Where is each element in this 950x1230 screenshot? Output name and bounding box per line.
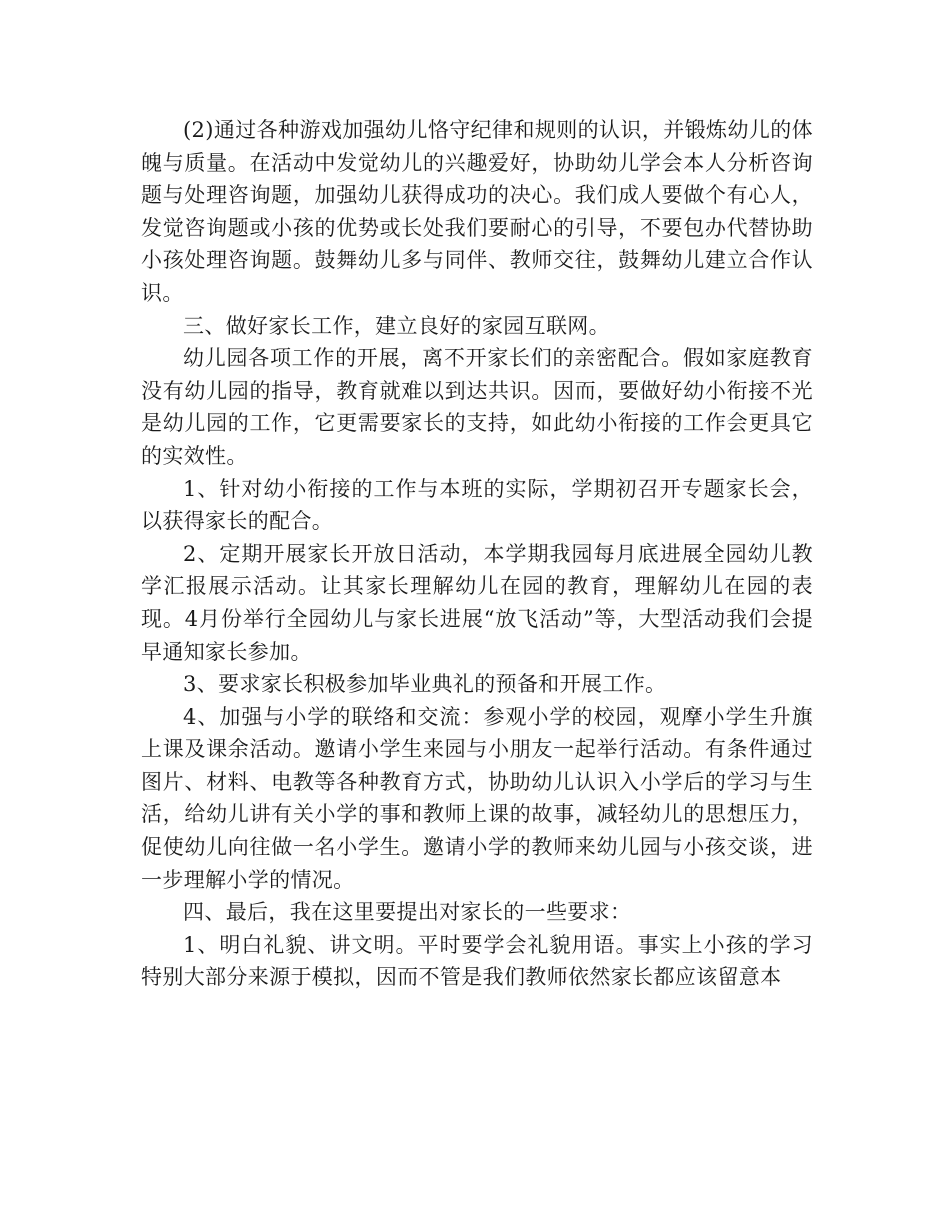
list-item-open-day: 2、定期开展家长开放日活动，本学期我园每月底进展全园幼儿教学汇报展示活动。让其家长理解幼儿在园的教育，理解幼儿在园的表现。4月份举行全园幼儿与家长进展“放飞活动”等，大型活动我们会提早通知家长参加。 <box>141 541 813 664</box>
heading-parent-requirements: 四、最后，我在这里要提出对家长的一些要求： <box>183 900 632 925</box>
paragraph-play-discipline: (2)通过各种游戏加强幼儿恪守纪律和规则的认识，并锻炼幼儿的体魄与质量。在活动中发觉幼儿的兴趣爱好，协助幼儿学会本人分析咨询题与处理咨询题，加强幼儿获得成功的决心。我们成人要做个有心人，发觉咨询题或小孩的优势或长处我们要耐心的引导，不要包办代替协助小孩处理咨询题。鼓舞幼儿多与同伴、教师交往，鼓舞幼儿建立合作认识。 <box>141 118 813 305</box>
paragraph-parent-cooperation: 幼儿园各项工作的开展，离不开家长们的亲密配合。假如家庭教育没有幼儿园的指导，教育就难以到达共识。因而，要做好幼小衔接不光是幼儿园的工作，它更需要家长的支持，如此幼小衔接的工作会更具它的实效性。 <box>141 346 813 468</box>
list-item-manners: 1、明白礼貌、讲文明。平时要学会礼貌用语。事实上小孩的学习特别大部分来源于模拟，因而不管是我们教师依然家长都应该留意本 <box>141 932 813 990</box>
list-item-parent-meeting: 1、针对幼小衔接的工作与本班的实际，学期初召开专题家长会，以获得家长的配合。 <box>141 476 813 534</box>
list-item-primary-school-exchange: 4、加强与小学的联络和交流：参观小学的校园，观摩小学生升旗上课及课余活动。邀请小学生来园与小朋友一起举行活动。有条件通过图片、材料、电教等各种教育方式，协助幼儿认识入小学后的学习与生活，给幼儿讲有关小学的事和教师上课的故事，减轻幼儿的思想压力，促使幼儿向往做一名小学生。邀请小学的教师来幼儿园与小孩交谈，进一步理解小学的情况。 <box>141 704 813 892</box>
heading-parent-work: 三、做好家长工作，建立良好的家园互联网。 <box>183 313 610 338</box>
document-body <box>141 114 813 994</box>
list-item-graduation: 3、要求家长积极参加毕业典礼的预备和开展工作。 <box>183 672 667 697</box>
